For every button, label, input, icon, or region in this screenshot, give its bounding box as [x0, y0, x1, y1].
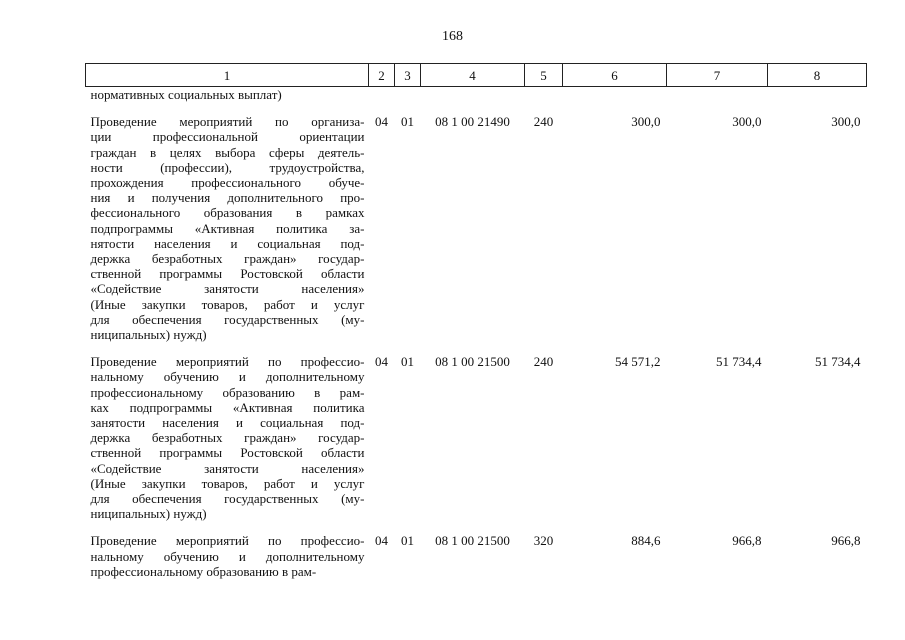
- description-line: (Иные закупки товаров, работ и услуг: [90, 475, 365, 491]
- description-line: ках подпрограммы «Активная политика: [90, 399, 365, 415]
- expense-type-code: 240: [533, 354, 554, 370]
- budget-table: [85, 63, 867, 583]
- column-header: 4: [421, 64, 525, 87]
- subsection-code: 01: [401, 354, 414, 370]
- column-header: 1: [86, 64, 369, 87]
- column-header: 7: [667, 64, 768, 87]
- continuation-row: [86, 87, 867, 107]
- amount-col-8: 51 734,4: [815, 354, 861, 370]
- description-line: держка безработных граждан» государ-: [90, 430, 365, 446]
- amount-col-7: 966,8: [732, 533, 762, 549]
- description-line: «Содействие занятости населения»: [90, 281, 365, 297]
- target-article-code: 08 1 00 21500: [435, 354, 510, 370]
- table-row: [86, 346, 867, 525]
- description-line: (Иные закупки товаров, работ и услуг: [90, 296, 365, 312]
- amount-col-6: 300,0: [631, 114, 661, 130]
- expense-type-code: 320: [533, 533, 554, 549]
- description-line: Проведение мероприятий по организа-: [90, 114, 365, 130]
- description-line: ниципальных) нужд): [90, 506, 207, 522]
- description-line: ния и получения дополнительного про-: [90, 190, 365, 206]
- row-description: [86, 346, 369, 525]
- description-line: занятости населения и социальная под-: [90, 415, 365, 431]
- subsection-code: 01: [401, 114, 414, 130]
- table-body: [86, 106, 867, 583]
- table-header-row: [86, 64, 867, 87]
- description-line: граждан в целях выбора сферы деятель-: [90, 144, 365, 160]
- description-line: нятости населения и социальная под-: [90, 235, 365, 251]
- description-line: фессионального образования в рамках: [90, 205, 365, 221]
- subsection-code: 01: [401, 533, 414, 549]
- section-code: 04: [375, 114, 388, 130]
- column-header: 3: [395, 64, 421, 87]
- section-code: 04: [375, 533, 388, 549]
- description-line: для обеспечения государственных (му-: [90, 311, 365, 327]
- column-header: 8: [768, 64, 867, 87]
- continuation-text: нормативных социальных выплат): [90, 87, 282, 102]
- table-row: [86, 525, 867, 583]
- description-line: нальному обучению и дополнительному: [90, 548, 365, 564]
- target-article-code: 08 1 00 21500: [435, 533, 510, 549]
- description-line: ственной программы Ростовской области: [90, 445, 365, 461]
- column-header: 2: [369, 64, 395, 87]
- row-description: [86, 106, 369, 346]
- description-line: держка безработных граждан» государ-: [90, 251, 365, 267]
- description-line: прохождения профессионального обуче-: [90, 175, 365, 191]
- description-line: «Содействие занятости населения»: [90, 460, 365, 476]
- amount-col-7: 300,0: [732, 114, 762, 130]
- description-line: ниципальных) нужд): [90, 327, 207, 343]
- column-header: 6: [563, 64, 667, 87]
- description-line: Проведение мероприятий по профессио-: [90, 533, 365, 549]
- row-description: [86, 525, 369, 583]
- description-line: подпрограммы «Активная политика за-: [90, 220, 365, 236]
- amount-col-6: 54 571,2: [615, 354, 661, 370]
- target-article-code: 08 1 00 21490: [435, 114, 510, 130]
- amount-col-8: 300,0: [831, 114, 861, 130]
- description-line: для обеспечения государственных (му-: [90, 491, 365, 507]
- description-line: ности (профессии), трудоустройства,: [90, 159, 365, 175]
- description-line: профессиональному образованию в рам-: [90, 563, 317, 579]
- table-row: [86, 106, 867, 346]
- amount-col-8: 966,8: [831, 533, 861, 549]
- amount-col-7: 51 734,4: [716, 354, 762, 370]
- description-line: профессиональному образованию в рам-: [90, 384, 365, 400]
- description-line: нальному обучению и дополнительному: [90, 369, 365, 385]
- column-header: 5: [525, 64, 563, 87]
- page-number: 168: [442, 29, 463, 44]
- description-line: Проведение мероприятий по профессио-: [90, 354, 365, 370]
- section-code: 04: [375, 354, 388, 370]
- description-line: ции профессиональной ориентации: [90, 129, 365, 145]
- amount-col-6: 884,6: [631, 533, 661, 549]
- description-line: ственной программы Ростовской области: [90, 266, 365, 282]
- expense-type-code: 240: [533, 114, 554, 130]
